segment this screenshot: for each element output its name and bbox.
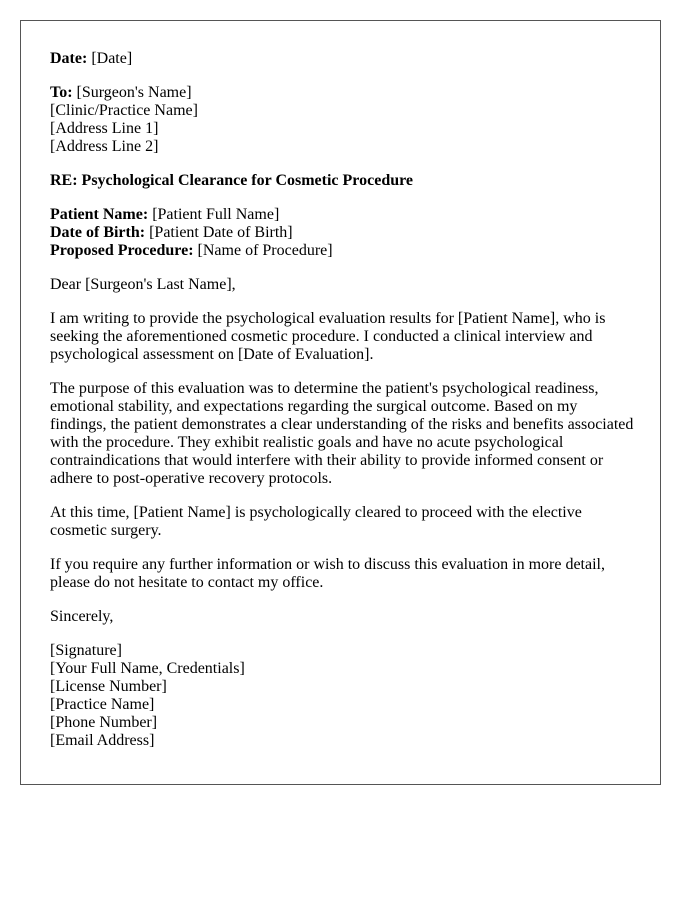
date-line <box>50 50 640 68</box>
paragraph-line: emotional stability, and expectations regarding the surgical outcome. Based on my <box>50 398 578 415</box>
paragraph-line: please do not hesitate to contact my office. <box>50 574 324 591</box>
signature-block <box>50 642 640 750</box>
paragraph-line: The purpose of this evaluation was to determine the patient's psychological readiness, <box>50 380 599 397</box>
patient-info <box>50 206 640 260</box>
paragraph-line: seeking the aforementioned cosmetic procedure. I conducted a clinical interview and <box>50 328 593 345</box>
signature-line: [Email Address] <box>50 732 155 749</box>
recipient-clinic: [Clinic/Practice Name] <box>50 102 198 119</box>
patient-name-label: Patient Name: <box>50 206 149 223</box>
signature-line: [Phone Number] <box>50 714 158 731</box>
paragraph-line: If you require any further information or wish to discuss this evaluation in more detail, <box>50 556 605 573</box>
recipient-address-1: [Address Line 1] <box>50 120 159 137</box>
body-paragraph <box>50 310 640 364</box>
recipient-block <box>50 84 640 156</box>
letter <box>20 20 661 785</box>
letter-body <box>50 50 640 766</box>
body-paragraph <box>50 380 640 488</box>
subject-line <box>50 172 640 190</box>
to-label: To: <box>50 84 73 101</box>
body-paragraph <box>50 504 640 540</box>
recipient-address-2: [Address Line 2] <box>50 138 159 155</box>
paragraph-line: psychological assessment on [Date of Evaluation]. <box>50 346 374 363</box>
paragraph-line: with the procedure. They exhibit realistic goals and have no acute psychological <box>50 434 564 451</box>
subject: RE: Psychological Clearance for Cosmetic Procedure <box>50 172 414 189</box>
procedure: [Name of Procedure] <box>197 242 333 259</box>
paragraph-line: I am writing to provide the psychological evaluation results for [Patient Name], who is <box>50 310 606 327</box>
closing: Sincerely, <box>50 608 114 625</box>
paragraph-line: cosmetic surgery. <box>50 522 162 539</box>
dob: [Patient Date of Birth] <box>149 224 293 241</box>
paragraph-line: contraindications that would interfere with their ability to provide informed consent or <box>50 452 604 469</box>
body-paragraph <box>50 556 640 592</box>
salutation: Dear [Surgeon's Last Name], <box>50 276 236 293</box>
paragraph-line: At this time, [Patient Name] is psychologically cleared to proceed with the elective <box>50 504 582 521</box>
recipient-name: [Surgeon's Name] <box>76 84 192 101</box>
paragraph-line: adhere to post-operative recovery protocols. <box>50 470 333 487</box>
date-label: Date: <box>50 50 88 67</box>
signature-line: [Signature] <box>50 642 122 659</box>
paragraph-line: findings, the patient demonstrates a clear understanding of the risks and benefits associated <box>50 416 634 433</box>
signature-line: [Practice Name] <box>50 696 155 713</box>
patient-name: [Patient Full Name] <box>152 206 280 223</box>
signature-line: [Your Full Name, Credentials] <box>50 660 245 677</box>
procedure-label: Proposed Procedure: <box>50 242 194 259</box>
dob-label: Date of Birth: <box>50 224 146 241</box>
signature-line: [License Number] <box>50 678 167 695</box>
date-value: [Date] <box>91 50 133 67</box>
